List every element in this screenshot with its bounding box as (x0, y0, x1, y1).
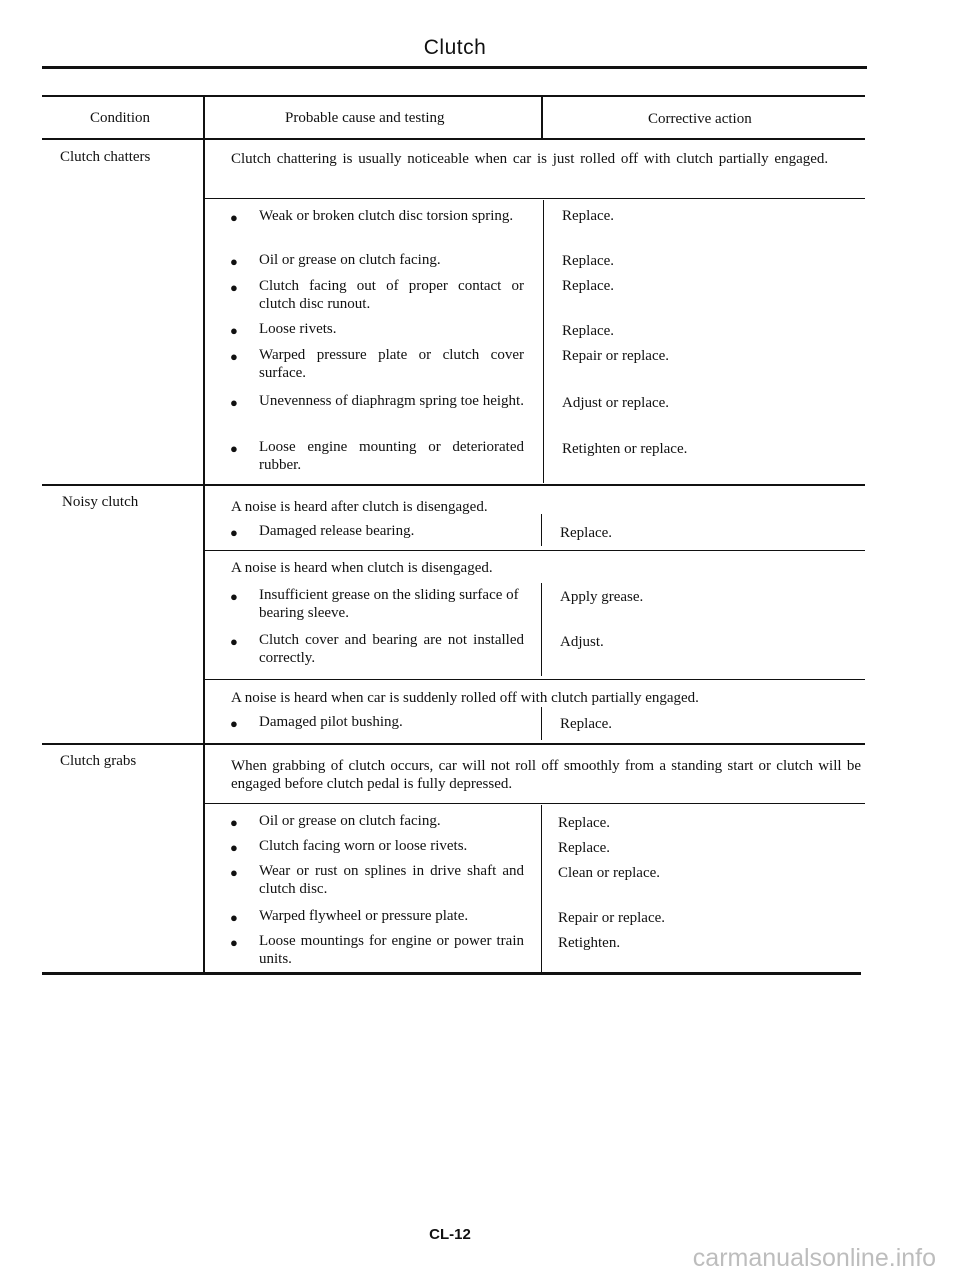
group-intro: A noise is heard when car is suddenly rolled off with clutch partially engaged. (231, 690, 699, 706)
cause-text: Clutch facing out of proper contact or clutch disc runout. (259, 278, 524, 312)
action-divider (541, 583, 542, 676)
bullet-icon: ● (230, 349, 238, 364)
cause-text: Weak or broken clutch disc torsion spring. (259, 208, 514, 224)
cause-text: Unevenness of diaphragm spring toe height. (259, 393, 524, 409)
cause-text: Damaged pilot bushing. (259, 714, 403, 730)
section-intro: When grabbing of clutch occurs, car will not roll off smoothly from a standing start or clutch will be engaged before clutch pedal is fully depressed. (231, 758, 861, 792)
condition-clutch-grabs: Clutch grabs (60, 753, 137, 769)
bullet-icon: ● (230, 441, 238, 456)
bullet-icon: ● (230, 589, 238, 604)
bullet-icon: ● (230, 254, 238, 269)
table-bottom-rule (42, 972, 861, 975)
cause-text: Oil or grease on clutch facing. (259, 252, 441, 268)
header-bottom-rule (42, 138, 865, 140)
group-intro: A noise is heard after clutch is disengaged. (231, 499, 488, 515)
cause-text: Clutch cover and bearing are not installed correctly. (259, 632, 524, 666)
group-intro: A noise is heard when clutch is disengaged. (231, 560, 493, 576)
action-text: Adjust or replace. (562, 395, 670, 411)
title-rule (42, 66, 867, 69)
cause-text: Clutch facing worn or loose rivets. (259, 838, 468, 854)
bullet-icon: ● (230, 840, 238, 855)
bullet-icon: ● (230, 716, 238, 731)
section-subrule (204, 198, 865, 199)
bullet-icon: ● (230, 634, 238, 649)
action-text: Repair or replace. (558, 910, 666, 926)
section-rule (42, 743, 865, 745)
header-probable-cause: Probable cause and testing (285, 110, 445, 126)
action-text: Repair or replace. (562, 348, 670, 364)
bullet-icon: ● (230, 865, 238, 880)
section-intro: Clutch chattering is usually noticeable when car is just rolled off with clutch partially engaged. (231, 151, 829, 167)
column-divider-action-header (541, 96, 543, 138)
action-text: Clean or replace. (558, 865, 661, 881)
bullet-icon: ● (230, 280, 238, 295)
group-rule (204, 550, 865, 551)
bullet-icon: ● (230, 910, 238, 925)
action-text: Apply grease. (560, 589, 644, 605)
column-divider-condition (203, 96, 205, 972)
action-text: Replace. (562, 278, 615, 294)
bullet-icon: ● (230, 935, 238, 950)
header-condition: Condition (89, 110, 150, 126)
bullet-icon: ● (230, 815, 238, 830)
cause-text: Wear or rust on splines in drive shaft and clutch disc. (259, 863, 524, 897)
action-text: Adjust. (560, 634, 604, 650)
action-text: Replace. (562, 323, 615, 339)
cause-text: Loose engine mounting or deteriorated rubber. (259, 439, 524, 473)
group-rule (204, 679, 865, 680)
watermark: carmanualsonline.info (692, 1244, 936, 1272)
cause-text: Oil or grease on clutch facing. (259, 813, 441, 829)
action-divider (541, 514, 542, 546)
action-text: Retighten. (558, 935, 621, 951)
bullet-icon: ● (230, 525, 238, 540)
condition-noisy-clutch: Noisy clutch (62, 494, 139, 510)
cause-text: Loose mountings for engine or power train units. (259, 933, 524, 967)
action-text: Replace. (560, 525, 613, 541)
section-rule (42, 484, 865, 486)
cause-text: Damaged release bearing. (259, 523, 415, 539)
page-number: CL-12 (429, 1226, 471, 1243)
action-text: Replace. (560, 716, 613, 732)
header-corrective-action: Corrective action (648, 111, 752, 127)
action-text: Replace. (562, 208, 615, 224)
cause-text: Warped pressure plate or clutch cover surface. (259, 347, 524, 381)
action-divider (543, 200, 544, 483)
cause-text: Insufficient grease on the sliding surface of bearing sleeve. (259, 587, 519, 621)
action-text: Replace. (558, 815, 611, 831)
section-subrule (204, 803, 865, 804)
action-text: Retighten or replace. (562, 441, 688, 457)
header-top-rule (42, 95, 865, 97)
bullet-icon: ● (230, 323, 238, 338)
action-divider (541, 707, 542, 740)
cause-text: Loose rivets. (259, 321, 337, 337)
page-title: Clutch (423, 36, 487, 59)
condition-clutch-chatters: Clutch chatters (60, 149, 151, 165)
action-text: Replace. (558, 840, 611, 856)
action-divider (541, 805, 542, 972)
cause-text: Warped flywheel or pressure plate. (259, 908, 469, 924)
action-text: Replace. (562, 253, 615, 269)
bullet-icon: ● (230, 210, 238, 225)
bullet-icon: ● (230, 395, 238, 410)
